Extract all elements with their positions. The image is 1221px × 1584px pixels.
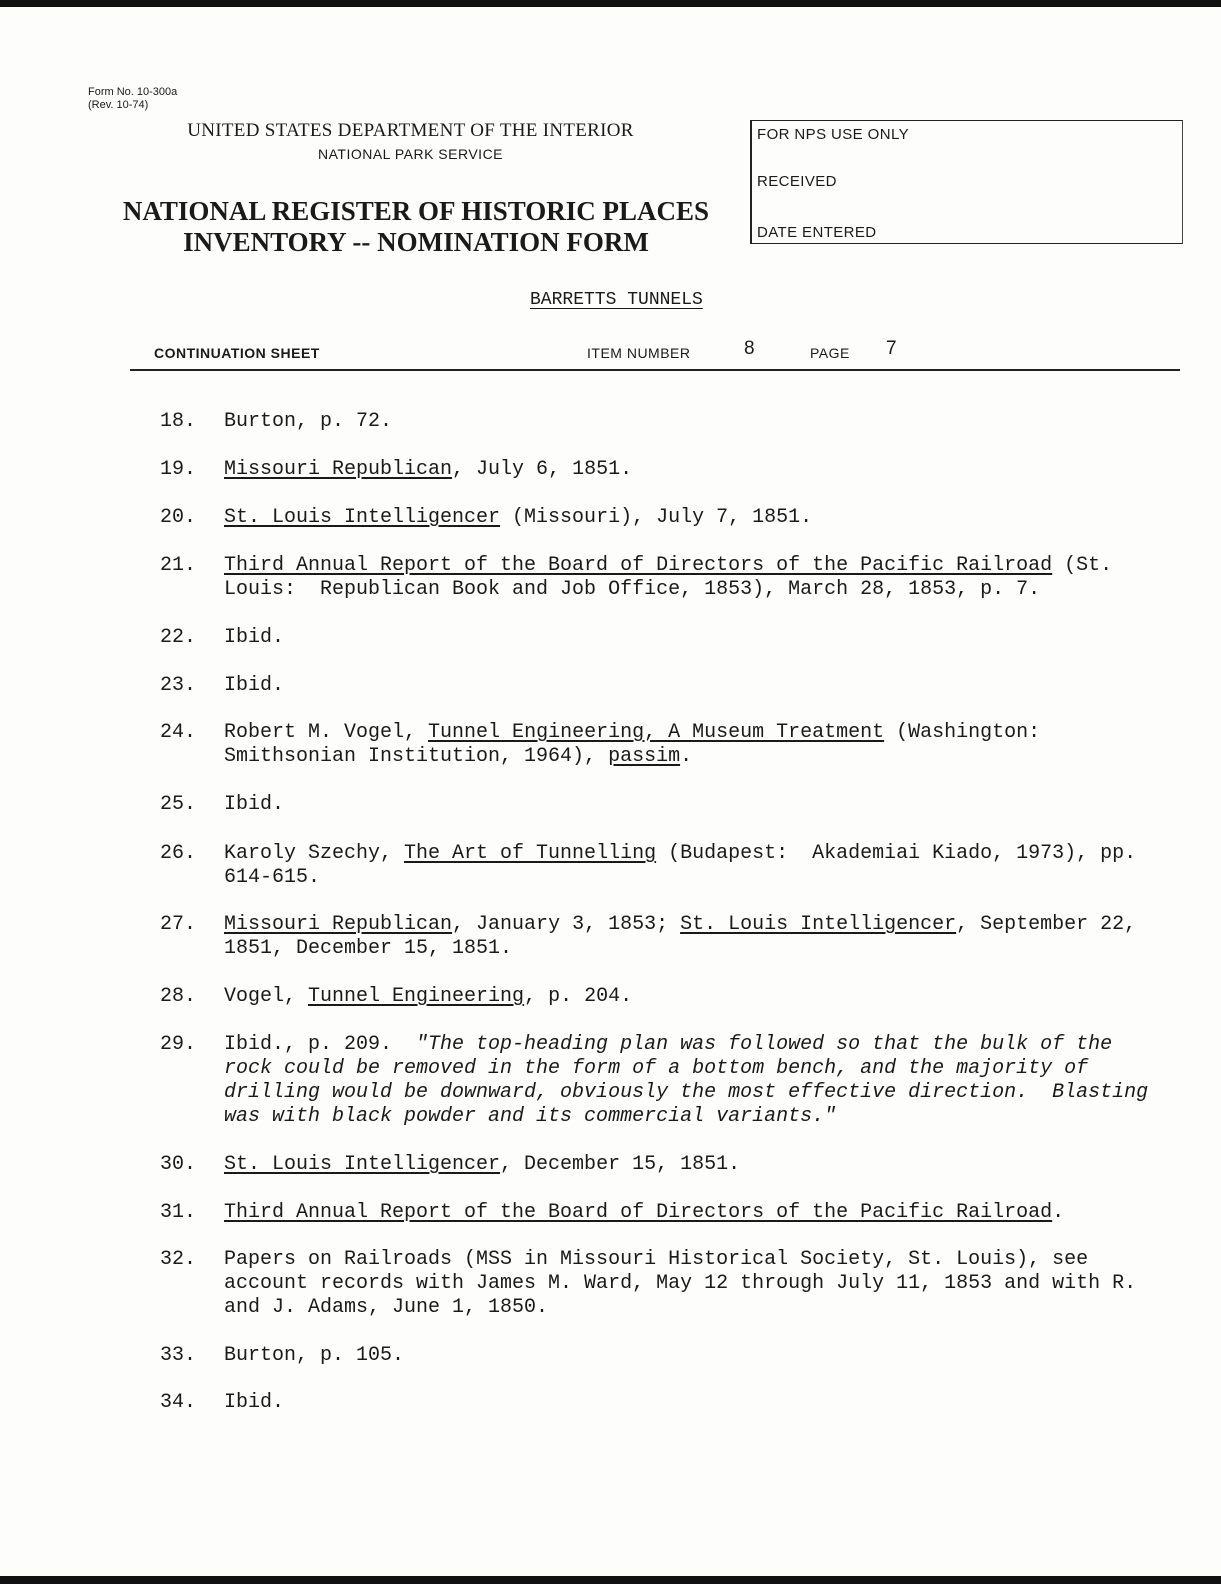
item-number-value: 8 — [744, 338, 755, 359]
endnote-34: 34. Ibid. — [160, 1391, 285, 1414]
continuation-sheet-label: CONTINUATION SHEET — [154, 345, 320, 361]
date-entered-field: DATE ENTERED — [757, 224, 877, 241]
page-number-value: 7 — [886, 338, 897, 359]
endnote-22: 22. Ibid. — [160, 626, 285, 649]
endnote-29: 29. Ibid., p. 209. "The top-heading plan was followed so that the bulk of the rock could be removed in the form of a bottom bench, and the majority of drilling would be downward, obviously the most effective direction. Blasting was with black powder and its commercial variants." — [160, 1033, 1161, 1128]
endnote-21: 21. Third Annual Report of the Board of Directors of the Pacific Railroad (St. Louis: Republican Book and Job Office, 1853), March 28, 1853, p. 7. — [160, 554, 1125, 601]
endnote-28: 28. Vogel, Tunnel Engineering, p. 204. — [160, 985, 633, 1008]
endnote-31: 31. Third Annual Report of the Board of Directors of the Pacific Railroad. — [160, 1201, 1065, 1224]
form-title-line1: NATIONAL REGISTER OF HISTORIC PLACES — [122, 196, 710, 226]
endnote-32: 32. Papers on Railroads (MSS in Missouri Historical Society, St. Louis), see account records with James M. Ward, May 12 through July 11, 1853 and with R. and J. Adams, June 1, 1850. — [160, 1248, 1149, 1319]
endnote-30: 30. St. Louis Intelligencer, December 15, 1851. — [160, 1153, 741, 1176]
bottom-border — [0, 1576, 1221, 1584]
nps-use-header: FOR NPS USE ONLY — [757, 126, 909, 143]
endnote-20: 20. St. Louis Intelligencer (Missouri), July 7, 1851. — [160, 506, 813, 529]
agency-heading: NATIONAL PARK SERVICE — [317, 146, 504, 162]
endnote-27: 27. Missouri Republican, January 3, 1853; St. Louis Intelligencer, September 22, 1851, December 15, 1851. — [160, 913, 1149, 960]
endnote-25: 25. Ibid. — [160, 793, 285, 816]
endnote-24: 24. Robert M. Vogel, Tunnel Engineering, A Museum Treatment (Washington: Smithsonian Institution, 1964), passim. — [160, 721, 1053, 768]
endnote-19: 19. Missouri Republican, July 6, 1851. — [160, 458, 633, 481]
received-field: RECEIVED — [757, 173, 837, 190]
property-name: BARRETTS TUNNELS — [530, 290, 703, 310]
item-number-label: ITEM NUMBER — [587, 345, 691, 361]
form-revision: (Rev. 10-74) — [88, 99, 149, 111]
endnote-26: 26. Karoly Szechy, The Art of Tunnelling (Budapest: Akademiai Kiado, 1973), pp. 614-615. — [160, 842, 1149, 889]
form-title-line2: INVENTORY -- NOMINATION FORM — [183, 227, 649, 257]
page-label: PAGE — [810, 345, 850, 361]
endnote-18: 18. Burton, p. 72. — [160, 410, 393, 433]
endnote-23: 23. Ibid. — [160, 674, 285, 697]
department-heading: UNITED STATES DEPARTMENT OF THE INTERIOR — [187, 120, 634, 141]
form-number: Form No. 10-300a — [88, 86, 178, 98]
endnote-33: 33. Burton, p. 105. — [160, 1344, 405, 1367]
